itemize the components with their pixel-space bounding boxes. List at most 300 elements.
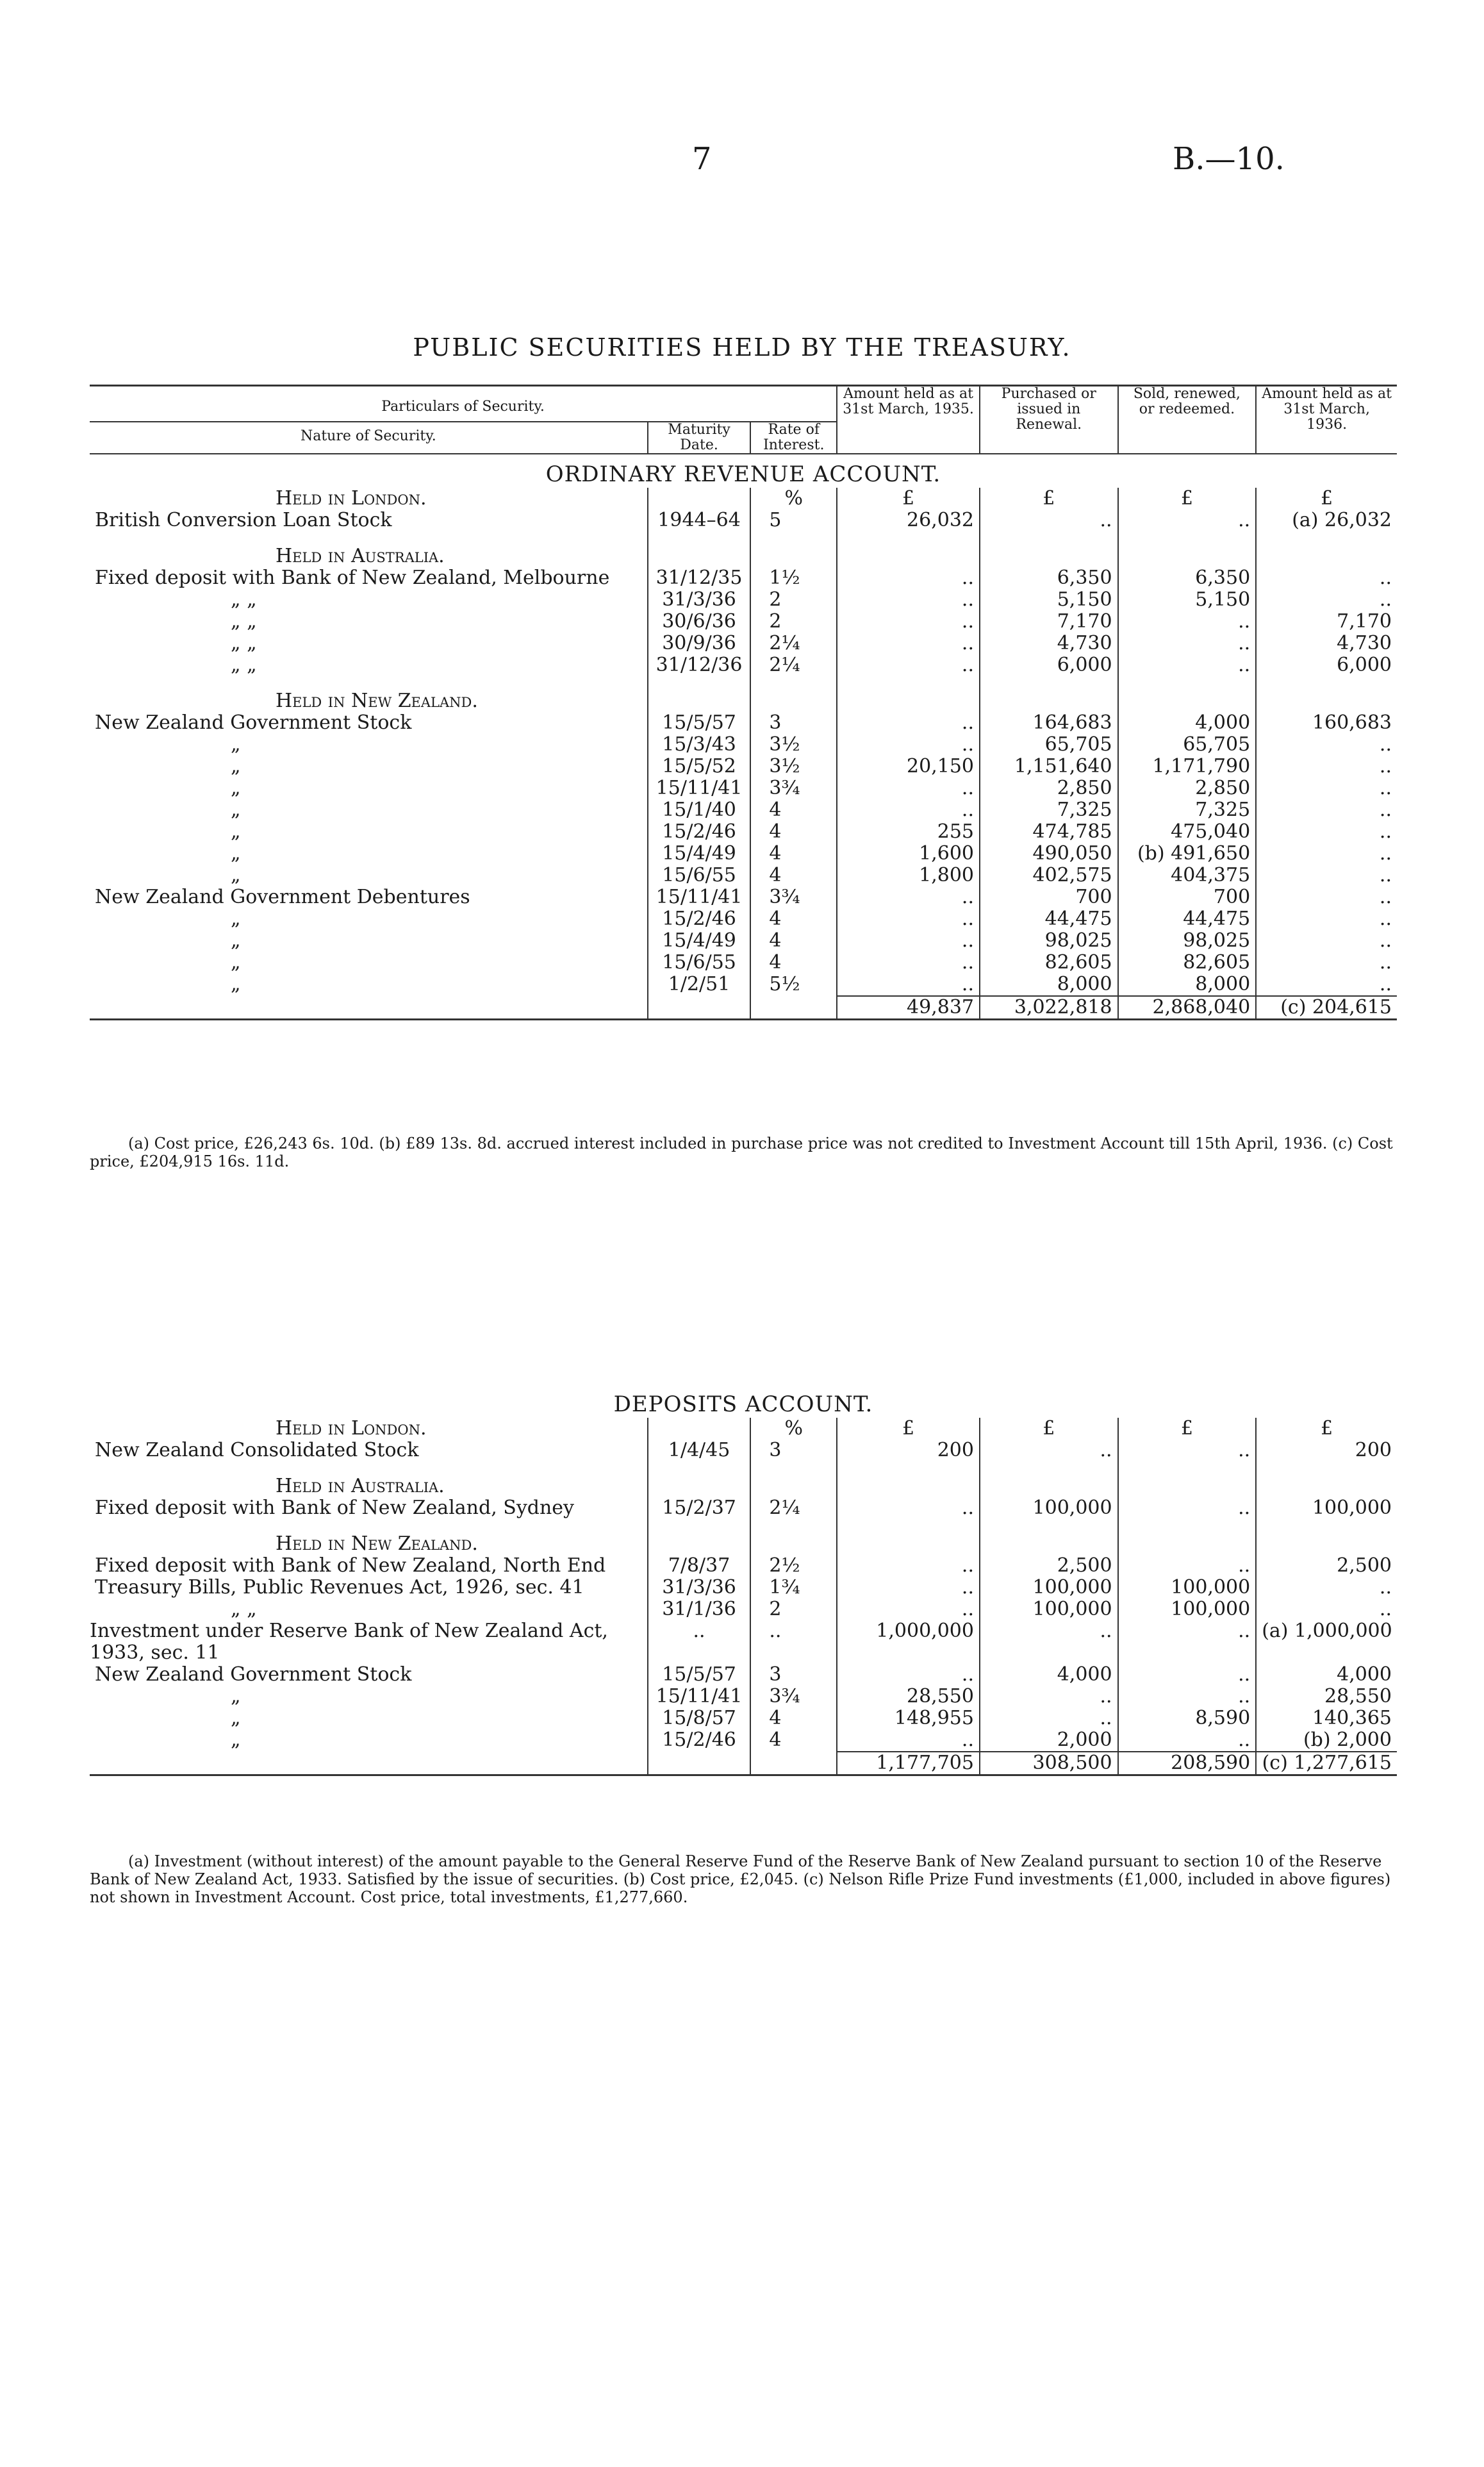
maturity-date: 31/1/36 <box>648 1599 751 1620</box>
amount-held-1935: .. <box>837 1599 980 1620</box>
amount-sold: 6,350 <box>1118 567 1257 589</box>
page-number: 7 <box>692 141 712 177</box>
interest-rate: 5½ <box>750 974 837 996</box>
amount-purchased: 44,475 <box>980 908 1118 930</box>
amount-held-1935: .. <box>837 734 980 756</box>
rate-unit <box>750 1461 837 1497</box>
amount-sold: 65,705 <box>1118 734 1257 756</box>
amount-sold: .. <box>1118 1620 1257 1664</box>
security-name: „ <box>231 951 241 974</box>
interest-rate: 4 <box>750 1707 837 1729</box>
maturity-unit <box>648 531 751 567</box>
group-heading-row <box>90 1461 1397 1497</box>
security-name: „ <box>231 820 241 843</box>
security-name: Investment under Reserve Bank of New Zealand Act, 1933, sec. 11 <box>90 1620 608 1664</box>
table-row <box>90 843 1397 865</box>
pound-unit <box>1256 1519 1397 1555</box>
amount-held-1935: 200 <box>837 1440 980 1461</box>
maturity-date: 15/6/55 <box>648 952 751 974</box>
amount-held-1936: .. <box>1256 567 1397 589</box>
table-row <box>90 1599 1397 1620</box>
group-heading-row <box>90 1418 1397 1440</box>
maturity-header: Maturity Date. <box>648 422 751 454</box>
maturity-date: 15/1/40 <box>648 799 751 821</box>
amount-sold: .. <box>1118 1729 1257 1752</box>
deposits-total-purchased: 308,500 <box>980 1752 1118 1775</box>
amount-purchased: .. <box>980 1707 1118 1729</box>
maturity-date: 1/2/51 <box>648 974 751 996</box>
interest-rate: 2¼ <box>750 633 837 654</box>
security-name: „ „ <box>231 654 257 676</box>
amount-sold: .. <box>1118 1664 1257 1686</box>
group-heading: Held in London. <box>276 487 427 510</box>
table-row <box>90 952 1397 974</box>
amount-held-1936: .. <box>1256 843 1397 865</box>
rate-unit <box>750 676 837 712</box>
amount-held-1936: 4,730 <box>1256 633 1397 654</box>
amount-held-1936: 7,170 <box>1256 611 1397 633</box>
amount-held-1935: .. <box>837 1497 980 1519</box>
amount-purchased: 490,050 <box>980 843 1118 865</box>
table-row <box>90 886 1397 908</box>
amount-sold: .. <box>1118 611 1257 633</box>
maturity-date: 15/3/43 <box>648 734 751 756</box>
amount-held-1935: .. <box>837 633 980 654</box>
amount-held-1936: .. <box>1256 1599 1397 1620</box>
amount-held-1935: 1,800 <box>837 865 980 886</box>
security-name: New Zealand Government Stock <box>95 711 412 734</box>
group-heading-row <box>90 488 1397 510</box>
amount-sold: 2,850 <box>1118 777 1257 799</box>
interest-rate: 4 <box>750 952 837 974</box>
amount-held-1935: 28,550 <box>837 1686 980 1707</box>
pound-unit <box>837 1461 980 1497</box>
group-heading-row <box>90 676 1397 712</box>
maturity-date: 15/2/37 <box>648 1497 751 1519</box>
amount-held-1936: (a) 26,032 <box>1256 510 1397 531</box>
maturity-date: 31/12/36 <box>648 654 751 676</box>
maturity-unit <box>648 488 751 510</box>
purchased-header: Purchased or issued in Renewal. <box>980 386 1118 454</box>
security-name: New Zealand Government Debentures <box>95 886 470 908</box>
maturity-date: 15/8/57 <box>648 1707 751 1729</box>
amount-held-1935: .. <box>837 567 980 589</box>
amount-sold: 700 <box>1118 886 1257 908</box>
interest-rate: 5 <box>750 510 837 531</box>
table-row <box>90 1555 1397 1577</box>
amount-held-1935: .. <box>837 974 980 996</box>
pound-unit: £ <box>980 488 1118 510</box>
amount-purchased: 4,730 <box>980 633 1118 654</box>
amount-held-1936: .. <box>1256 952 1397 974</box>
amount-sold: .. <box>1118 1440 1257 1461</box>
interest-rate: 2¼ <box>750 1497 837 1519</box>
amount-held-1936: .. <box>1256 589 1397 611</box>
amount-sold: 4,000 <box>1118 712 1257 734</box>
maturity-date: 7/8/37 <box>648 1555 751 1577</box>
maturity-date: 15/2/46 <box>648 1729 751 1752</box>
ordinary-totals-row <box>90 996 1397 1020</box>
security-name: „ <box>231 842 241 865</box>
table-row <box>90 654 1397 676</box>
interest-rate: 4 <box>750 799 837 821</box>
security-name: „ „ <box>231 588 257 611</box>
amount-purchased: 474,785 <box>980 821 1118 843</box>
security-name: „ <box>231 777 241 799</box>
amount-held-1936: .. <box>1256 930 1397 952</box>
table-row <box>90 930 1397 952</box>
security-name: „ <box>231 733 241 756</box>
group-heading-row <box>90 531 1397 567</box>
amount-purchased: 100,000 <box>980 1599 1118 1620</box>
table-row <box>90 1729 1397 1752</box>
amount-purchased: 402,575 <box>980 865 1118 886</box>
held-1936-header: Amount held as at 31st March, 1936. <box>1256 386 1397 454</box>
ordinary-revenue-table <box>90 385 1397 1020</box>
maturity-date: 15/6/55 <box>648 865 751 886</box>
deposits-total-held-1936: (c) 1,277,615 <box>1256 1752 1397 1775</box>
table-row <box>90 821 1397 843</box>
amount-held-1935: .. <box>837 589 980 611</box>
pound-unit: £ <box>980 1418 1118 1440</box>
amount-purchased: 700 <box>980 886 1118 908</box>
interest-rate: 3¾ <box>750 886 837 908</box>
interest-rate: 3¾ <box>750 1686 837 1707</box>
amount-sold: .. <box>1118 1555 1257 1577</box>
security-name: „ <box>231 799 241 821</box>
amount-held-1936: .. <box>1256 865 1397 886</box>
pound-unit: £ <box>837 1418 980 1440</box>
maturity-date: 1/4/45 <box>648 1440 751 1461</box>
interest-rate: 2 <box>750 1599 837 1620</box>
amount-purchased: 6,350 <box>980 567 1118 589</box>
group-heading-row <box>90 1519 1397 1555</box>
interest-rate: 2¼ <box>750 654 837 676</box>
maturity-date: 31/3/36 <box>648 589 751 611</box>
amount-purchased: 6,000 <box>980 654 1118 676</box>
interest-rate: 2 <box>750 611 837 633</box>
group-heading: Held in London. <box>276 1417 427 1440</box>
maturity-date: 15/4/49 <box>648 930 751 952</box>
rate-unit <box>750 1519 837 1555</box>
pound-unit <box>1118 676 1257 712</box>
maturity-date: 30/6/36 <box>648 611 751 633</box>
maturity-date: 1944–64 <box>648 510 751 531</box>
amount-sold: 100,000 <box>1118 1577 1257 1599</box>
amount-held-1935: .. <box>837 930 980 952</box>
amount-held-1936: .. <box>1256 777 1397 799</box>
amount-purchased: .. <box>980 510 1118 531</box>
pound-unit: £ <box>1118 488 1257 510</box>
amount-held-1935: 20,150 <box>837 756 980 777</box>
deposits-total-sold: 208,590 <box>1118 1752 1257 1775</box>
interest-rate: 4 <box>750 865 837 886</box>
group-heading: Held in Australia. <box>276 545 445 567</box>
table-row <box>90 589 1397 611</box>
amount-purchased: 2,850 <box>980 777 1118 799</box>
amount-held-1936: .. <box>1256 821 1397 843</box>
amount-held-1936: .. <box>1256 799 1397 821</box>
amount-sold: 7,325 <box>1118 799 1257 821</box>
table-row <box>90 712 1397 734</box>
pound-unit <box>837 676 980 712</box>
amount-sold: 8,590 <box>1118 1707 1257 1729</box>
sold-header: Sold, renewed, or redeemed. <box>1118 386 1257 454</box>
security-name: Fixed deposit with Bank of New Zealand, North End <box>95 1554 606 1577</box>
maturity-unit <box>648 1461 751 1497</box>
pound-unit: £ <box>1256 488 1397 510</box>
table-row <box>90 865 1397 886</box>
amount-held-1935: 1,600 <box>837 843 980 865</box>
security-name: „ <box>231 864 241 886</box>
security-name: New Zealand Government Stock <box>95 1663 412 1686</box>
maturity-date: 15/2/46 <box>648 821 751 843</box>
security-name: „ <box>231 755 241 777</box>
maturity-date: 15/2/46 <box>648 908 751 930</box>
maturity-date: 15/11/41 <box>648 886 751 908</box>
amount-held-1935: .. <box>837 1577 980 1599</box>
amount-sold: 5,150 <box>1118 589 1257 611</box>
amount-held-1935: .. <box>837 908 980 930</box>
table-row <box>90 799 1397 821</box>
interest-rate: 4 <box>750 1729 837 1752</box>
deposits-totals-row <box>90 1752 1397 1775</box>
group-heading: Held in Australia. <box>276 1475 445 1497</box>
amount-sold: (b) 491,650 <box>1118 843 1257 865</box>
maturity-date: 15/5/57 <box>648 712 751 734</box>
amount-sold: 8,000 <box>1118 974 1257 996</box>
pound-unit <box>980 676 1118 712</box>
amount-purchased: 1,151,640 <box>980 756 1118 777</box>
amount-sold: 100,000 <box>1118 1599 1257 1620</box>
rate-header: Rate of Interest. <box>750 422 837 454</box>
deposits-footnote: (a) Investment (without interest) of the amount payable to the General Reserve Fund of the Reserve Bank of New Zealand pursuant to section 10 of the Reserve Bank of New Zealand Act, 1933. Satisfied by the issue of securities. (b) Cost price, £2,045. (c) Nelson Rifle Prize Fund investments (£1,000, included in above figures) not shown in Investment Account. Cost price, total investments, £1,277,660. <box>90 1852 1391 1906</box>
amount-purchased: .. <box>980 1686 1118 1707</box>
security-name: „ <box>231 929 241 952</box>
security-name: „ „ <box>231 1598 257 1620</box>
amount-purchased: 5,150 <box>980 589 1118 611</box>
security-name: Fixed deposit with Bank of New Zealand, Melbourne <box>95 567 610 589</box>
amount-sold: .. <box>1118 633 1257 654</box>
table-row <box>90 633 1397 654</box>
maturity-date: 15/5/52 <box>648 756 751 777</box>
security-name: Fixed deposit with Bank of New Zealand, Sydney <box>95 1497 574 1519</box>
ordinary-body <box>90 488 1397 996</box>
rate-unit: % <box>750 1418 837 1440</box>
table-row <box>90 611 1397 633</box>
interest-rate: 3¾ <box>750 777 837 799</box>
amount-purchased: .. <box>980 1440 1118 1461</box>
maturity-unit <box>648 1418 751 1440</box>
amount-purchased: 8,000 <box>980 974 1118 996</box>
security-name: „ „ <box>231 632 257 654</box>
interest-rate: 4 <box>750 930 837 952</box>
amount-held-1935: .. <box>837 1664 980 1686</box>
ordinary-section-title: ORDINARY REVENUE ACCOUNT. <box>545 461 941 487</box>
pound-unit <box>1256 531 1397 567</box>
pound-unit <box>980 1519 1118 1555</box>
amount-held-1935: .. <box>837 654 980 676</box>
maturity-date: .. <box>648 1620 751 1664</box>
pound-unit <box>1256 1461 1397 1497</box>
amount-sold: .. <box>1118 1686 1257 1707</box>
ordinary-total-held-1936: (c) 204,615 <box>1256 996 1397 1020</box>
amount-purchased: 98,025 <box>980 930 1118 952</box>
ordinary-footnote: (a) Cost price, £26,243 6s. 10d. (b) £89 13s. 8d. accrued interest included in purchase price was not credited to Investment Account till 15th April, 1936. (c) Cost price, £204,915 16s. 11d. <box>90 1134 1393 1170</box>
amount-purchased: 65,705 <box>980 734 1118 756</box>
amount-held-1936: 4,000 <box>1256 1664 1397 1686</box>
amount-held-1936: 28,550 <box>1256 1686 1397 1707</box>
security-name: Treasury Bills, Public Revenues Act, 1926, sec. 41 <box>95 1576 584 1599</box>
amount-held-1936: 2,500 <box>1256 1555 1397 1577</box>
interest-rate: 2 <box>750 589 837 611</box>
security-name: „ <box>231 1685 241 1707</box>
rate-unit <box>750 531 837 567</box>
ordinary-total-sold: 2,868,040 <box>1118 996 1257 1020</box>
amount-held-1936: 160,683 <box>1256 712 1397 734</box>
amount-sold: 82,605 <box>1118 952 1257 974</box>
amount-sold: .. <box>1118 1497 1257 1519</box>
table-row <box>90 908 1397 930</box>
amount-sold: 475,040 <box>1118 821 1257 843</box>
interest-rate: 4 <box>750 843 837 865</box>
maturity-unit <box>648 1519 751 1555</box>
deposits-body <box>90 1418 1397 1752</box>
interest-rate: 3½ <box>750 734 837 756</box>
pound-unit: £ <box>1256 1418 1397 1440</box>
amount-sold: .. <box>1118 510 1257 531</box>
amount-held-1935: .. <box>837 799 980 821</box>
amount-sold: 1,171,790 <box>1118 756 1257 777</box>
amount-held-1935: 148,955 <box>837 1707 980 1729</box>
pound-unit <box>1118 531 1257 567</box>
amount-purchased: 164,683 <box>980 712 1118 734</box>
interest-rate: 3 <box>750 1664 837 1686</box>
amount-held-1935: .. <box>837 611 980 633</box>
ordinary-total-purchased: 3,022,818 <box>980 996 1118 1020</box>
amount-held-1936: .. <box>1256 756 1397 777</box>
amount-held-1935: .. <box>837 886 980 908</box>
interest-rate: 3 <box>750 1440 837 1461</box>
amount-held-1935: 26,032 <box>837 510 980 531</box>
maturity-date: 15/11/41 <box>648 1686 751 1707</box>
pound-unit <box>837 1519 980 1555</box>
amount-held-1936: .. <box>1256 908 1397 930</box>
rate-unit: % <box>750 488 837 510</box>
amount-sold: 404,375 <box>1118 865 1257 886</box>
amount-held-1935: .. <box>837 952 980 974</box>
amount-held-1936: .. <box>1256 734 1397 756</box>
interest-rate: .. <box>750 1620 837 1664</box>
amount-held-1935: .. <box>837 1729 980 1752</box>
interest-rate: 2½ <box>750 1555 837 1577</box>
interest-rate: 3 <box>750 712 837 734</box>
interest-rate: 1¾ <box>750 1577 837 1599</box>
deposits-total-held-1935: 1,177,705 <box>837 1752 980 1775</box>
table-row <box>90 510 1397 531</box>
table-row <box>90 1686 1397 1707</box>
pound-unit <box>1256 676 1397 712</box>
amount-held-1936: 6,000 <box>1256 654 1397 676</box>
pound-unit: £ <box>1118 1418 1257 1440</box>
page-title: PUBLIC SECURITIES HELD BY THE TREASURY. <box>413 333 1071 361</box>
table-row <box>90 974 1397 996</box>
amount-sold: 98,025 <box>1118 930 1257 952</box>
amount-held-1935: .. <box>837 777 980 799</box>
maturity-date: 15/11/41 <box>648 777 751 799</box>
amount-held-1936: 200 <box>1256 1440 1397 1461</box>
security-name: „ <box>231 1729 241 1751</box>
page-reference: B.—10. <box>1173 141 1285 177</box>
amount-held-1936: (a) 1,000,000 <box>1256 1620 1397 1664</box>
amount-purchased: 82,605 <box>980 952 1118 974</box>
amount-purchased: 2,000 <box>980 1729 1118 1752</box>
security-name: „ <box>231 1707 241 1729</box>
amount-held-1936: 140,365 <box>1256 1707 1397 1729</box>
amount-purchased: 7,325 <box>980 799 1118 821</box>
table-row <box>90 567 1397 589</box>
amount-sold: .. <box>1118 654 1257 676</box>
held-1935-header: Amount held as at 31st March, 1935. <box>837 386 980 454</box>
maturity-date: 15/4/49 <box>648 843 751 865</box>
interest-rate: 4 <box>750 908 837 930</box>
table-row <box>90 1664 1397 1686</box>
pound-unit <box>1118 1519 1257 1555</box>
amount-held-1935: .. <box>837 1555 980 1577</box>
nature-header: Nature of Security. <box>90 422 648 454</box>
amount-purchased: 7,170 <box>980 611 1118 633</box>
maturity-date: 31/3/36 <box>648 1577 751 1599</box>
amount-purchased: .. <box>980 1620 1118 1664</box>
deposits-table <box>90 1384 1397 1776</box>
ordinary-total-held-1935: 49,837 <box>837 996 980 1020</box>
group-heading: Held in New Zealand. <box>276 1533 478 1555</box>
amount-purchased: 100,000 <box>980 1577 1118 1599</box>
maturity-date: 30/9/36 <box>648 633 751 654</box>
security-name: „ „ <box>231 610 257 633</box>
maturity-date: 15/5/57 <box>648 1664 751 1686</box>
amount-purchased: 2,500 <box>980 1555 1118 1577</box>
amount-held-1936: .. <box>1256 974 1397 996</box>
table-row <box>90 734 1397 756</box>
pound-unit: £ <box>837 488 980 510</box>
table-row <box>90 777 1397 799</box>
amount-held-1936: 100,000 <box>1256 1497 1397 1519</box>
table-row <box>90 1707 1397 1729</box>
amount-held-1936: .. <box>1256 886 1397 908</box>
amount-sold: 44,475 <box>1118 908 1257 930</box>
pound-unit <box>837 531 980 567</box>
particulars-header: Particulars of Security. <box>90 386 837 422</box>
deposits-section-title: DEPOSITS ACCOUNT. <box>613 1391 873 1417</box>
maturity-unit <box>648 676 751 712</box>
amount-held-1935: 255 <box>837 821 980 843</box>
interest-rate: 4 <box>750 821 837 843</box>
pound-unit <box>980 1461 1118 1497</box>
pound-unit <box>1118 1461 1257 1497</box>
security-name: „ <box>231 908 241 930</box>
security-name: New Zealand Consolidated Stock <box>95 1439 419 1461</box>
amount-held-1935: .. <box>837 712 980 734</box>
table-row <box>90 1440 1397 1461</box>
pound-unit <box>980 531 1118 567</box>
interest-rate: 3½ <box>750 756 837 777</box>
amount-purchased: 100,000 <box>980 1497 1118 1519</box>
amount-held-1936: (b) 2,000 <box>1256 1729 1397 1752</box>
table-row <box>90 1620 1397 1664</box>
amount-held-1936: .. <box>1256 1577 1397 1599</box>
maturity-date: 31/12/35 <box>648 567 751 589</box>
